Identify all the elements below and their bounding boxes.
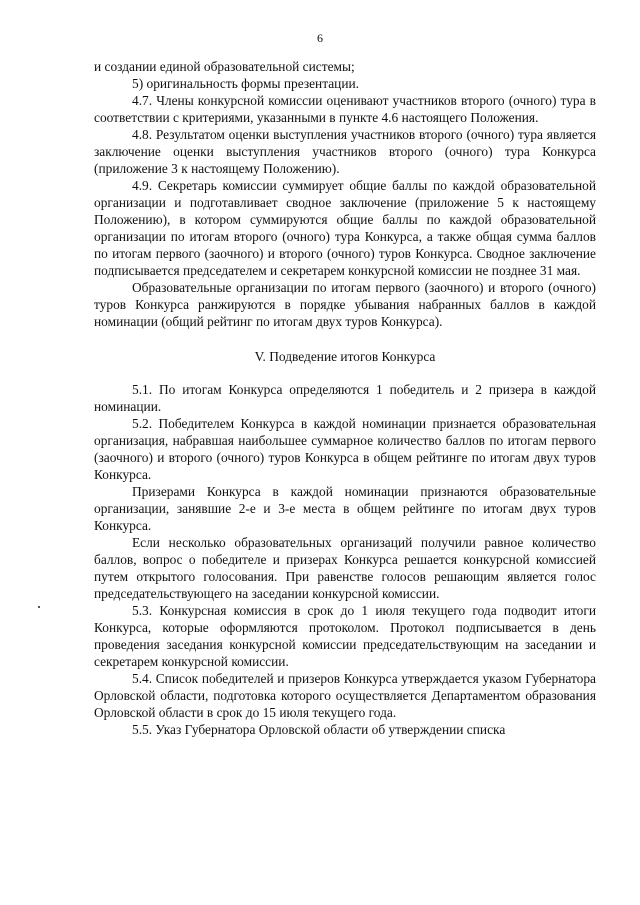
paragraph-5-2: 5.2. Победителем Конкурса в каждой номинации признается образовательная организация, набравшая наибольшее суммарное количество баллов по итогам первого (заочного) и второго (очного) туров Конкурса в общем рейтинге по итогам двух туров Конкурса. <box>94 416 596 482</box>
section-heading: V. Подведение итогов Конкурса <box>254 349 436 364</box>
paragraph-equal-score: Если несколько образовательных организаций получили равное количество баллов, вопрос о победителе и призерах Конкурса решается конкурсной комиссией путем открытого голосования. При равенстве голосов решающим является голос председательствующего на заседании конкурсной комиссии. <box>94 535 596 601</box>
paragraph-4-7: 4.7. Члены конкурсной комиссии оценивают участников второго (очного) тура в соответствии с критериями, указанными в пункте 4.6 настоящего Положения. <box>94 93 596 125</box>
page-number: 6 <box>317 31 323 45</box>
paragraph-4-9: 4.9. Секретарь комиссии суммирует общие баллы по каждой образовательной организации и подготавливает сводное заключение (приложение 5 к настоящему Положению), в котором суммируются общие баллы по каждой образовательной организации по итогам второго (очного) тура Конкурса, а также общая сумма баллов по итогам первого (заочного) и второго (очного) туров Конкурса. Сводное заключение подписывается председателем и секретарем конкурсной комиссии не позднее 31 мая. <box>94 178 596 278</box>
scan-dot-mark <box>38 606 40 608</box>
paragraph-continuation: и создании единой образовательной системы; <box>94 59 355 74</box>
spacer <box>94 330 596 348</box>
paragraph-5-3: 5.3. Конкурсная комиссия в срок до 1 июля текущего года подводит итоги Конкурса, которые оформляются протоколом. Протокол подписывается в день проведения заседания конкурсной комиссии председательствующим на заседании и секретарем конкурсной комиссии. <box>94 603 596 669</box>
paragraph-5-1: 5.1. По итогам Конкурса определяются 1 победитель и 2 призера в каждой номинации. <box>94 382 596 414</box>
paragraph-prizewinners: Призерами Конкурса в каждой номинации признаются образовательные организации, занявшие 2-е и 3-е места в общем рейтинге по итогам двух туров Конкурса. <box>94 484 596 533</box>
paragraphs-after-section <box>94 381 596 738</box>
paragraph-5-5: 5.5. Указ Губернатора Орловской области об утверждении списка <box>132 722 506 737</box>
paragraph-item-5: 5) оригинальность формы презентации. <box>132 76 360 91</box>
document-body <box>94 58 596 738</box>
paragraph-ranking: Образовательные организации по итогам первого (заочного) и второго (очного) туров Конкурса ранжируются в порядке убывания набранных баллов в каждой номинации (общий рейтинг по итогам двух туров Конкурса). <box>94 280 596 329</box>
paragraph-4-8: 4.8. Результатом оценки выступления участников второго (очного) тура является заключение оценки выступления участников второго (очного) тура Конкурса (приложение 3 к настоящему Положению). <box>94 127 596 176</box>
paragraphs-before-section <box>94 58 596 330</box>
paragraph-5-4: 5.4. Список победителей и призеров Конкурса утверждается указом Губернатора Орловской области, подготовка которого осуществляется Департаментом образования Орловской области в срок до 15 июля текущего года. <box>94 671 596 720</box>
spacer <box>94 365 596 381</box>
